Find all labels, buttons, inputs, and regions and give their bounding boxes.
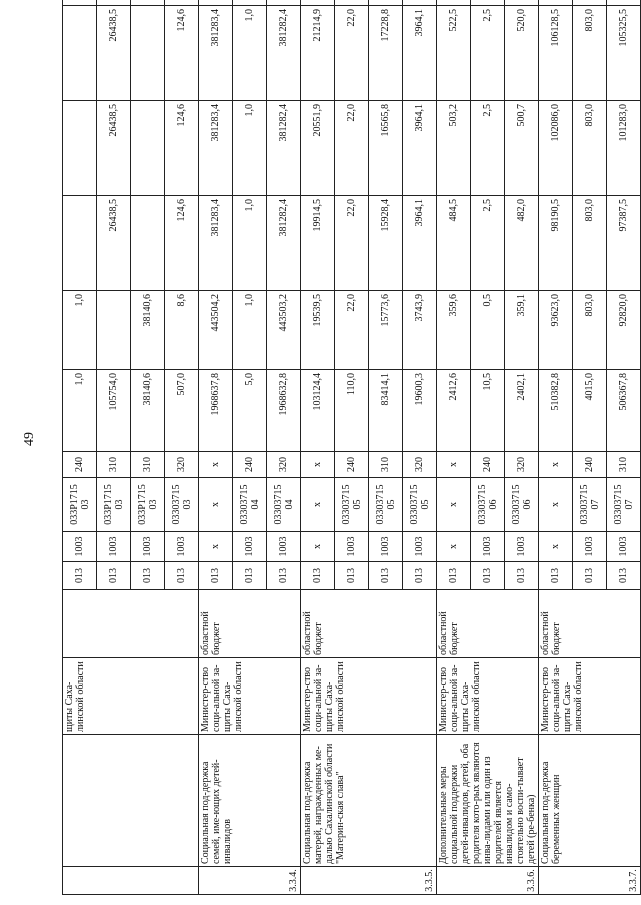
table-row [63, 0, 97, 895]
amount-2017-cell: 20551,9 [301, 101, 335, 196]
funding-source-cell: областной бюджет [301, 590, 437, 658]
amount-2014-cell: 507,0 [165, 370, 199, 452]
amount-2015-cell: 8,6 [165, 291, 199, 370]
grbs-code-cell: 013 [573, 562, 607, 590]
target-article-cell: 033P1715 03 [131, 478, 165, 532]
funding-source-cell: областной бюджет [199, 590, 301, 658]
amount-2014-cell: 4015,0 [573, 370, 607, 452]
amount-2017-cell: 2,5 [471, 101, 505, 196]
amount-2017-cell: 124,6 [165, 101, 199, 196]
target-article-cell: x [539, 478, 573, 532]
section-code-cell: 1003 [573, 532, 607, 562]
section-code-cell: x [539, 532, 573, 562]
section-code-cell: 1003 [403, 532, 437, 562]
section-code-cell: 1003 [471, 532, 505, 562]
amount-2019-cell [267, 0, 301, 6]
section-code-cell: x [301, 532, 335, 562]
amount-2019-cell [97, 0, 131, 6]
amount-2016-cell: 381283,4 [199, 196, 233, 291]
target-article-cell: 03303715 04 [267, 478, 301, 532]
table-row [199, 0, 233, 895]
measure-name-cell [63, 735, 199, 867]
target-article-cell: 033P1715 03 [63, 478, 97, 532]
target-article-cell: 03303715 05 [335, 478, 369, 532]
amount-2017-cell: 803,0 [573, 101, 607, 196]
funding-source-cell: областной бюджет [539, 590, 641, 658]
grbs-code-cell: 013 [131, 562, 165, 590]
amount-2015-cell [97, 291, 131, 370]
grbs-code-cell: 013 [403, 562, 437, 590]
amount-2014-cell: 103124,4 [301, 370, 335, 452]
amount-2014-cell: 5,0 [233, 370, 267, 452]
amount-2016-cell: 124,6 [165, 196, 199, 291]
grbs-code-cell: 013 [437, 562, 471, 590]
amount-2017-cell: 381282,4 [267, 101, 301, 196]
measure-name-cell: Социальная под-держка матерей, награжденных ме-далью Сахалинской области "Материн-ская слава" [301, 735, 437, 867]
grbs-code-cell: 013 [97, 562, 131, 590]
amount-2015-cell: 443503,2 [267, 291, 301, 370]
amount-2014-cell: 510382,8 [539, 370, 573, 452]
measure-number-cell: 3.3.7. [539, 867, 641, 895]
amount-2016-cell: 22,0 [335, 196, 369, 291]
grbs-code-cell: 013 [199, 562, 233, 590]
expense-type-cell: x [301, 452, 335, 478]
amount-2018-cell: 381283,4 [199, 6, 233, 101]
amount-2016-cell: 26438,5 [97, 196, 131, 291]
funding-source-cell: областной бюджет [437, 590, 539, 658]
grbs-code-cell: 013 [471, 562, 505, 590]
target-article-cell: 03303715 06 [505, 478, 539, 532]
amount-2016-cell: 97387,5 [607, 196, 641, 291]
executor-cell: Министер-ство соци-альной за-щиты Саха-линской области [539, 658, 641, 735]
amount-2017-cell: 500,7 [505, 101, 539, 196]
amount-2014-cell: 2412,6 [437, 370, 471, 452]
amount-2015-cell: 0,5 [471, 291, 505, 370]
target-article-cell: 03303715 05 [403, 478, 437, 532]
amount-2017-cell [131, 101, 165, 196]
table-row [301, 0, 335, 895]
amount-2019-cell [573, 0, 607, 6]
amount-2018-cell: 3964,1 [403, 6, 437, 101]
grbs-code-cell: 013 [335, 562, 369, 590]
amount-2018-cell: 105325,5 [607, 6, 641, 101]
amount-2015-cell: 19539,5 [301, 291, 335, 370]
target-article-cell: 03303715 05 [369, 478, 403, 532]
amount-2014-cell: 2402,1 [505, 370, 539, 452]
expense-type-cell: 240 [471, 452, 505, 478]
amount-2019-cell [369, 0, 403, 6]
amount-2016-cell: 15928,4 [369, 196, 403, 291]
measure-name-cell: Социальная под-держка семей, име-ющих детей-инвалидов [199, 735, 301, 867]
amount-2015-cell: 93623,0 [539, 291, 573, 370]
amount-2019-cell [301, 0, 335, 6]
amount-2014-cell: 1968632,8 [267, 370, 301, 452]
amount-2018-cell: 381282,4 [267, 6, 301, 101]
amount-2019-cell [539, 0, 573, 6]
executor-cell: Министер-ство соци-альной за-щиты Саха-линской области [301, 658, 437, 735]
target-article-cell: 03303715 07 [573, 478, 607, 532]
amount-2014-cell: 110,0 [335, 370, 369, 452]
amount-2018-cell: 17228,8 [369, 6, 403, 101]
expense-type-cell: 310 [97, 452, 131, 478]
target-article-cell: x [301, 478, 335, 532]
measure-name-cell: Дополнительные меры социальной поддержки детей-инвалидов, детей, оба родителя кото-рых являются инва-лидами или один из родителей является инвалидом и само-стоятельно воспи-тывает детей (ре-бенка) [437, 735, 539, 867]
page-number: 49 [22, 432, 37, 446]
section-code-cell: 1003 [267, 532, 301, 562]
section-code-cell: 1003 [63, 532, 97, 562]
amount-2018-cell [63, 6, 97, 101]
target-article-cell: 033P1715 03 [97, 478, 131, 532]
executor-cell: Министер-ство соци-альной за-щиты Саха-линской области [199, 658, 301, 735]
section-code-cell: 1003 [335, 532, 369, 562]
rotated-table-viewport [62, 9, 639, 895]
expense-type-cell: 320 [403, 452, 437, 478]
executor-cell: Министер-ство соци-альной за-щиты Саха-линской области [437, 658, 539, 735]
amount-2016-cell: 2,5 [471, 196, 505, 291]
measure-number-cell: 3.3.6. [437, 867, 539, 895]
amount-2016-cell [63, 196, 97, 291]
section-code-cell: 1003 [607, 532, 641, 562]
amount-2016-cell: 482,0 [505, 196, 539, 291]
expense-type-cell: x [199, 452, 233, 478]
amount-2018-cell: 1,0 [233, 6, 267, 101]
target-article-cell: x [199, 478, 233, 532]
amount-2017-cell: 503,2 [437, 101, 471, 196]
grbs-code-cell: 013 [607, 562, 641, 590]
budget-table-body [63, 0, 641, 895]
amount-2014-cell: 1968637,8 [199, 370, 233, 452]
expense-type-cell: x [437, 452, 471, 478]
amount-2016-cell: 3964,1 [403, 196, 437, 291]
grbs-code-cell: 013 [301, 562, 335, 590]
amount-2014-cell: 38140,6 [131, 370, 165, 452]
target-article-cell: x [437, 478, 471, 532]
amount-2018-cell: 522,5 [437, 6, 471, 101]
amount-2014-cell: 10,5 [471, 370, 505, 452]
amount-2019-cell [199, 0, 233, 6]
amount-2016-cell: 484,5 [437, 196, 471, 291]
amount-2015-cell: 443504,2 [199, 291, 233, 370]
amount-2015-cell: 1,0 [63, 291, 97, 370]
grbs-code-cell: 013 [63, 562, 97, 590]
budget-table [62, 0, 641, 895]
expense-type-cell: 320 [505, 452, 539, 478]
amount-2018-cell: 124,6 [165, 6, 199, 101]
amount-2019-cell [165, 0, 199, 6]
amount-2016-cell: 803,0 [573, 196, 607, 291]
expense-type-cell: 310 [369, 452, 403, 478]
expense-type-cell: 310 [607, 452, 641, 478]
amount-2016-cell: 19914,5 [301, 196, 335, 291]
amount-2017-cell: 102086,0 [539, 101, 573, 196]
target-article-cell: 03303715 06 [471, 478, 505, 532]
amount-2014-cell: 83414,1 [369, 370, 403, 452]
grbs-code-cell: 013 [267, 562, 301, 590]
amount-2017-cell: 26438,5 [97, 101, 131, 196]
amount-2016-cell: 381282,4 [267, 196, 301, 291]
amount-2018-cell: 803,0 [573, 6, 607, 101]
section-code-cell: x [199, 532, 233, 562]
section-code-cell: 1003 [131, 532, 165, 562]
amount-2016-cell: 98190,5 [539, 196, 573, 291]
table-row [539, 0, 573, 895]
amount-2019-cell [335, 0, 369, 6]
amount-2018-cell: 22,0 [335, 6, 369, 101]
expense-type-cell: 240 [233, 452, 267, 478]
amount-2017-cell: 22,0 [335, 101, 369, 196]
amount-2018-cell: 520,0 [505, 6, 539, 101]
amount-2017-cell: 16565,8 [369, 101, 403, 196]
expense-type-cell: x [539, 452, 573, 478]
amount-2017-cell [63, 101, 97, 196]
expense-type-cell: 320 [165, 452, 199, 478]
section-code-cell: 1003 [97, 532, 131, 562]
amount-2015-cell: 803,0 [573, 291, 607, 370]
amount-2014-cell: 506367,8 [607, 370, 641, 452]
amount-2014-cell: 1,0 [63, 370, 97, 452]
amount-2015-cell: 359,1 [505, 291, 539, 370]
amount-2015-cell: 22,0 [335, 291, 369, 370]
amount-2019-cell [403, 0, 437, 6]
amount-2016-cell [131, 196, 165, 291]
amount-2019-cell [471, 0, 505, 6]
amount-2017-cell: 101283,0 [607, 101, 641, 196]
amount-2019-cell [131, 0, 165, 6]
target-article-cell: 03303715 04 [233, 478, 267, 532]
amount-2015-cell: 1,0 [233, 291, 267, 370]
section-code-cell: 1003 [233, 532, 267, 562]
amount-2015-cell: 3743,9 [403, 291, 437, 370]
grbs-code-cell: 013 [539, 562, 573, 590]
expense-type-cell: 320 [267, 452, 301, 478]
amount-2019-cell [437, 0, 471, 6]
measure-number-cell [63, 867, 199, 895]
measure-name-cell: Социальная под-держка беременных женщин [539, 735, 641, 867]
expense-type-cell: 240 [573, 452, 607, 478]
grbs-code-cell: 013 [369, 562, 403, 590]
amount-2017-cell: 1,0 [233, 101, 267, 196]
amount-2019-cell [607, 0, 641, 6]
amount-2018-cell: 21214,9 [301, 6, 335, 101]
amount-2019-cell [233, 0, 267, 6]
amount-2018-cell: 26438,5 [97, 6, 131, 101]
amount-2015-cell: 359,6 [437, 291, 471, 370]
amount-2017-cell: 381283,4 [199, 101, 233, 196]
expense-type-cell: 310 [131, 452, 165, 478]
amount-2018-cell [131, 6, 165, 101]
amount-2018-cell: 106128,5 [539, 6, 573, 101]
table-row [437, 0, 471, 895]
target-article-cell: 03303715 07 [607, 478, 641, 532]
amount-2014-cell: 19600,3 [403, 370, 437, 452]
amount-2018-cell: 2,5 [471, 6, 505, 101]
grbs-code-cell: 013 [165, 562, 199, 590]
funding-source-cell [63, 590, 199, 658]
amount-2017-cell: 3964,1 [403, 101, 437, 196]
amount-2015-cell: 15773,6 [369, 291, 403, 370]
grbs-code-cell: 013 [233, 562, 267, 590]
section-code-cell: 1003 [369, 532, 403, 562]
rotated-table-container [62, 9, 639, 895]
amount-2016-cell: 1,0 [233, 196, 267, 291]
amount-2015-cell: 92820,0 [607, 291, 641, 370]
section-code-cell: 1003 [505, 532, 539, 562]
amount-2019-cell [63, 0, 97, 6]
expense-type-cell: 240 [335, 452, 369, 478]
section-code-cell: 1003 [165, 532, 199, 562]
grbs-code-cell: 013 [505, 562, 539, 590]
amount-2014-cell: 105754,0 [97, 370, 131, 452]
measure-number-cell: 3.3.4. [199, 867, 301, 895]
amount-2015-cell: 38140,6 [131, 291, 165, 370]
executor-cell: щиты Саха-линской области [63, 658, 199, 735]
measure-number-cell: 3.3.5. [301, 867, 437, 895]
target-article-cell: 03303715 03 [165, 478, 199, 532]
section-code-cell: x [437, 532, 471, 562]
expense-type-cell: 240 [63, 452, 97, 478]
amount-2019-cell [505, 0, 539, 6]
